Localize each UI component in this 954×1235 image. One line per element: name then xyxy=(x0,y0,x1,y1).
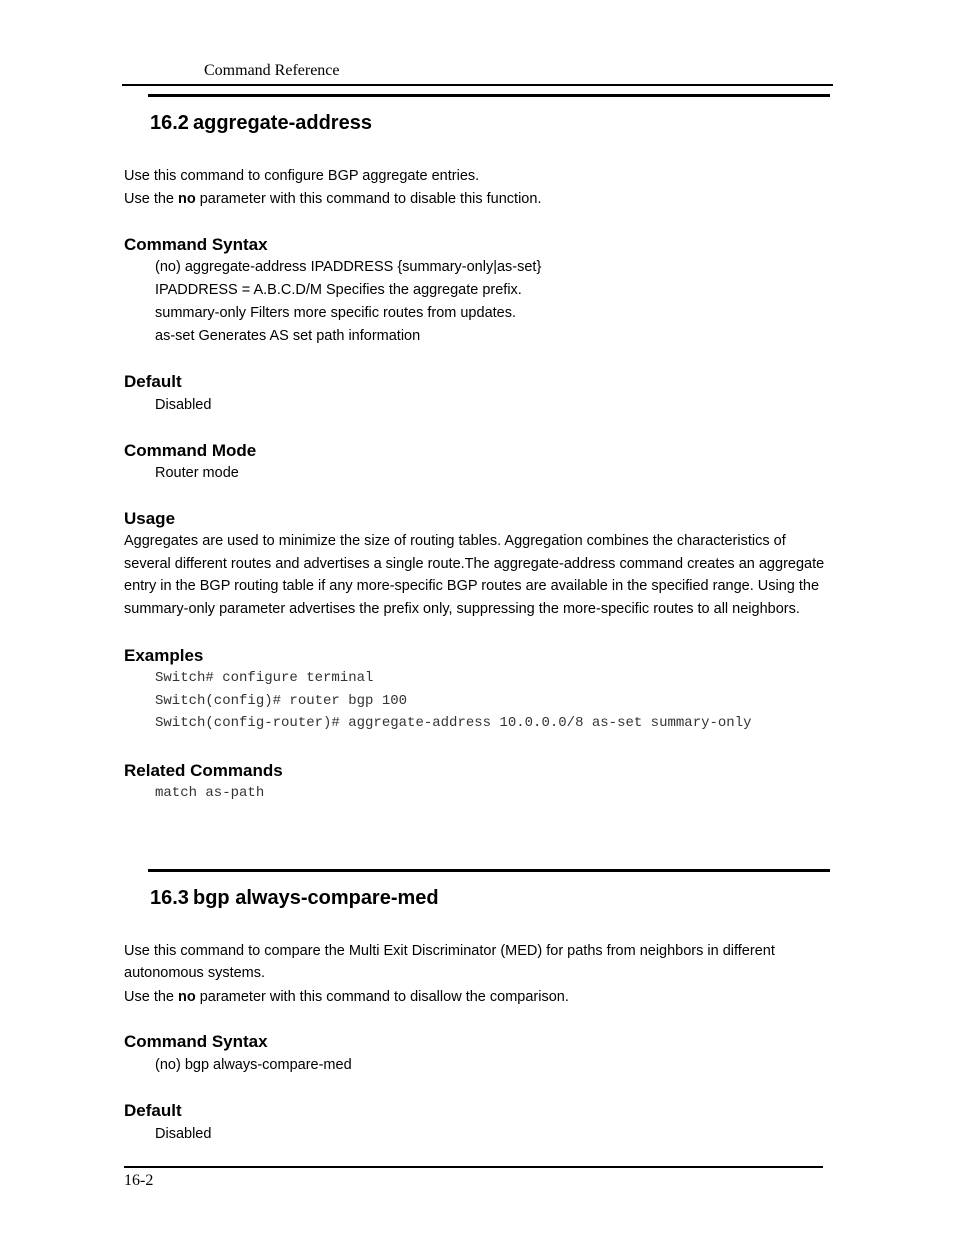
header-rule xyxy=(122,84,833,86)
related-command: match as-path xyxy=(155,785,265,801)
section-number: 16.3 xyxy=(150,887,189,909)
intro-text: Use this command to configure BGP aggregate entries. xyxy=(124,168,480,184)
example-line: Switch(config)# router bgp 100 xyxy=(155,693,408,709)
intro-no-pre: Use the xyxy=(124,191,178,207)
usage-text: Aggregates are used to minimize the size of routing tables. Aggregation combines the characteristics of several different routes and advertises a single route.The aggregate-address command creates an aggregate entry in the BGP routing table if any more-specific BGP routes are available in the specified range. Using the summary-only parameter advertises the prefix only, suppressing the more-specific routes to all neighbors. xyxy=(124,533,825,618)
examples-heading: Examples xyxy=(124,646,204,665)
keyword-no: no xyxy=(178,191,196,207)
section-name: aggregate-address xyxy=(193,112,372,134)
syntax-line: (no) aggregate-address IPADDRESS {summary-only|as-set} xyxy=(155,259,542,275)
intro-no-post: parameter with this command to disable this function. xyxy=(195,191,542,207)
syntax-heading: Command Syntax xyxy=(124,235,268,254)
intro-text: Use this command to compare the Multi Exit Discriminator (MED) for paths from neighbors in different xyxy=(124,943,775,959)
section-title xyxy=(150,112,372,135)
intro-text-cont: autonomous systems. xyxy=(124,965,266,981)
intro-no-post: parameter with this command to disallow the comparison. xyxy=(195,989,569,1005)
example-line: Switch# configure terminal xyxy=(155,670,374,686)
section-name: bgp always-compare-med xyxy=(193,887,439,909)
section-number: 16.2 xyxy=(150,112,189,134)
mode-heading: Command Mode xyxy=(124,441,257,460)
default-value: Disabled xyxy=(155,397,212,413)
syntax-line: IPADDRESS = A.B.C.D/M Specifies the aggregate prefix. xyxy=(155,282,522,298)
default-heading: Default xyxy=(124,1101,182,1120)
page-number: 16-2 xyxy=(124,1172,154,1189)
syntax-line: (no) bgp always-compare-med xyxy=(155,1057,352,1073)
syntax-line: summary-only Filters more specific routes from updates. xyxy=(155,305,516,321)
footer-rule xyxy=(124,1166,823,1168)
section-rule xyxy=(148,869,830,872)
section-title xyxy=(150,887,439,910)
mode-value: Router mode xyxy=(155,465,239,481)
keyword-no: no xyxy=(178,989,196,1005)
default-value: Disabled xyxy=(155,1126,212,1142)
intro-no-pre: Use the xyxy=(124,989,178,1005)
intro-no-text xyxy=(124,191,541,207)
default-heading: Default xyxy=(124,372,182,391)
example-line: Switch(config-router)# aggregate-address 10.0.0.0/8 as-set summary-only xyxy=(155,715,752,731)
section-rule xyxy=(148,94,830,97)
intro-no-text xyxy=(124,989,569,1005)
usage-heading: Usage xyxy=(124,509,176,528)
syntax-heading: Command Syntax xyxy=(124,1032,268,1051)
syntax-line: as-set Generates AS set path information xyxy=(155,328,421,344)
running-header: Command Reference xyxy=(204,62,340,79)
related-heading: Related Commands xyxy=(124,761,283,780)
